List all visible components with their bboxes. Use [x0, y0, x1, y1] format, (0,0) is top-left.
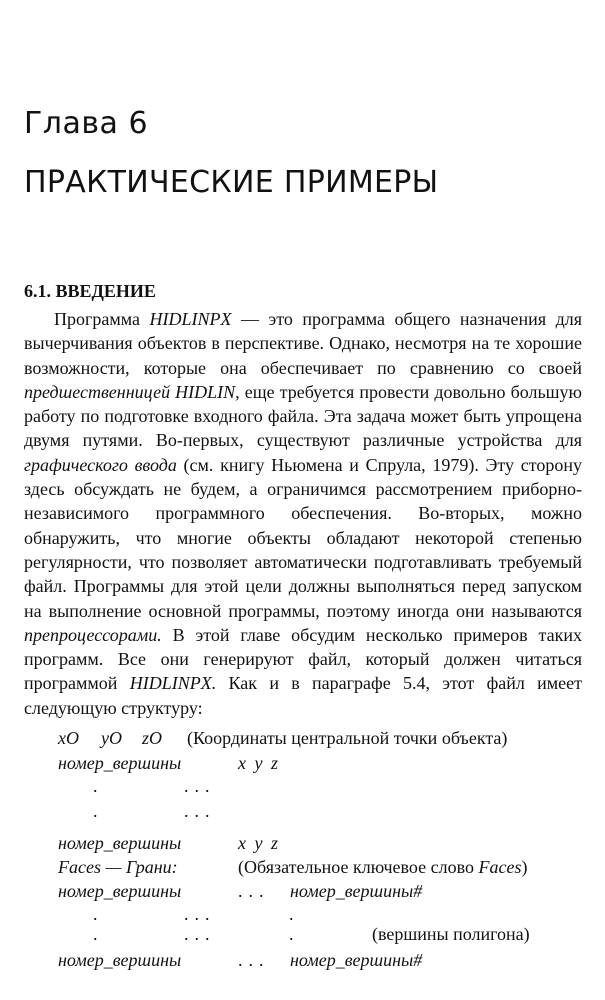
- struct-dots: ...: [184, 776, 216, 796]
- struct-xyz: x y z: [238, 833, 278, 853]
- struct-dot: .: [93, 924, 98, 944]
- text-run: — это программа общего назначения для вычерчивания объектов в перспективе. Однако, несмотря на те хорошие возможности, которые она обеспечивает по сравнению со своей: [24, 309, 582, 378]
- italic-term: графического ввода: [24, 454, 177, 475]
- struct-dots: ...: [184, 924, 216, 944]
- text-run: ): [521, 857, 528, 877]
- struct-vertex-number: номер_вершины: [58, 833, 182, 853]
- struct-dot: .: [93, 776, 98, 796]
- struct-vertex-number-hash: номер_вершины#: [290, 950, 423, 970]
- struct-dots: ...: [238, 950, 270, 970]
- text-run: (см. книгу Ньюмена и Спрула, 1979). Эту сторону здесь обсуждать не будем, а ограничимся рассмотрением приборно-независимого программного обеспечения. Во-вторых, можно обнаружить, что многие объекты обладают некоторой степенью регулярности, что позволяет автоматически подготавливать требуемый файл. Программы для этой цели должны выполняться перед запуском на выполнение основной программы, поэтому иногда они называются: [24, 454, 582, 621]
- struct-dot: .: [93, 904, 98, 924]
- struct-faces-label: Faces — Грани:: [58, 857, 178, 877]
- struct-zO: zO: [142, 728, 163, 748]
- italic-term: предшественницей HIDLIN,: [24, 381, 240, 402]
- struct-xyz: x y z: [238, 753, 278, 773]
- faces-keyword: Faces: [478, 857, 522, 877]
- struct-dot: .: [93, 801, 98, 821]
- struct-vertex-number: номер_вершины: [58, 753, 182, 773]
- struct-dot: .: [289, 904, 294, 924]
- program-name: HIDLINPX: [149, 309, 232, 329]
- struct-vertex-number-hash: номер_вершины#: [290, 881, 423, 901]
- italic-term: препроцессорами.: [24, 624, 162, 645]
- struct-dots: ...: [238, 881, 270, 901]
- program-name: HIDLINPX.: [129, 673, 217, 694]
- text-run: Как и в параграфе 5.4, этот файл имеет следующую структуру:: [24, 673, 582, 718]
- chapter-label: Глава 6: [24, 106, 149, 141]
- text-run: (Обязательное ключевое слово: [238, 857, 479, 877]
- section-heading: 6.1. ВВЕДЕНИЕ: [24, 281, 156, 301]
- struct-vertex-number: номер_вершины: [58, 950, 182, 970]
- struct-center-note: (Координаты центральной точки объекта): [187, 728, 508, 748]
- struct-faces-note: [238, 857, 527, 878]
- struct-dot: .: [289, 924, 294, 944]
- struct-vertex-number: номер_вершины: [58, 881, 182, 901]
- text-run: В этой главе обсудим несколько примеров таких программ. Все они генерируют файл, который должен читаться программой: [24, 624, 582, 694]
- text-run: Программа: [54, 309, 150, 329]
- struct-xO: xO: [58, 728, 79, 748]
- text-run: еще требуется провести довольно большую работу по подготовке входного файла. Эта задача может быть упрощена двумя путями. Во-первых, существуют различные устройства для: [24, 381, 582, 451]
- struct-dots: ...: [184, 801, 216, 821]
- struct-dots: ...: [184, 904, 216, 924]
- struct-yO: yO: [101, 728, 122, 748]
- chapter-title: ПРАКТИЧЕСКИЕ ПРИМЕРЫ: [24, 165, 439, 200]
- struct-polygon-note: (вершины полигона): [372, 924, 530, 944]
